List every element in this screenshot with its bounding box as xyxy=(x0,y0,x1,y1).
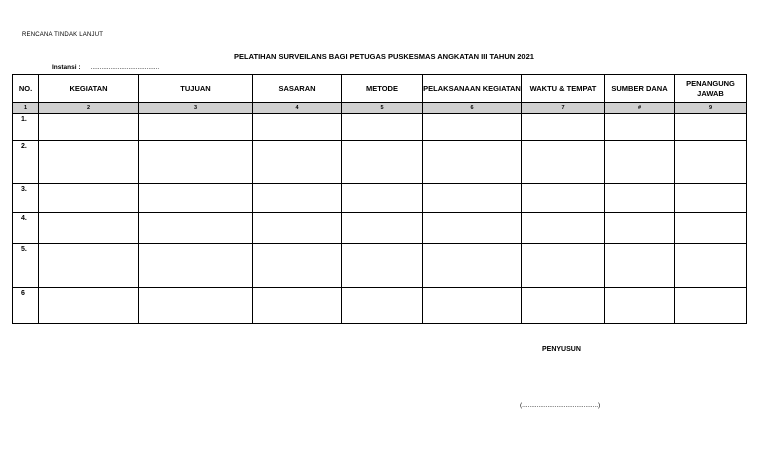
cell-waktu-tempat[interactable] xyxy=(522,288,605,324)
cell-sumber-dana[interactable] xyxy=(605,114,675,141)
cell-sumber-dana[interactable] xyxy=(605,244,675,288)
cell-sumber-dana[interactable] xyxy=(605,213,675,244)
cell-waktu-tempat[interactable] xyxy=(522,244,605,288)
cell-pelaksanaan[interactable] xyxy=(423,288,522,324)
column-number: 2 xyxy=(39,103,139,114)
cell-penangung-jawab[interactable] xyxy=(675,184,747,213)
cell-pelaksanaan[interactable] xyxy=(423,184,522,213)
cell-tujuan[interactable] xyxy=(139,184,253,213)
cell-kegiatan[interactable] xyxy=(39,288,139,324)
column-number: 5 xyxy=(342,103,423,114)
cell-tujuan[interactable] xyxy=(139,141,253,184)
cell-metode[interactable] xyxy=(342,244,423,288)
row-number: 4. xyxy=(13,213,39,244)
penyusun-label: PENYUSUN xyxy=(542,346,581,353)
column-number: 1 xyxy=(13,103,39,114)
column-header-tujuan: TUJUAN xyxy=(139,75,253,103)
table-row xyxy=(13,141,747,184)
cell-kegiatan[interactable] xyxy=(39,184,139,213)
table-row xyxy=(13,184,747,213)
cell-sumber-dana[interactable] xyxy=(605,288,675,324)
document-label: RENCANA TINDAK LANJUT xyxy=(22,32,104,38)
cell-kegiatan[interactable] xyxy=(39,244,139,288)
cell-metode[interactable] xyxy=(342,141,423,184)
cell-metode[interactable] xyxy=(342,114,423,141)
header-row xyxy=(13,75,747,103)
cell-sasaran[interactable] xyxy=(253,184,342,213)
cell-waktu-tempat[interactable] xyxy=(522,114,605,141)
instansi-field xyxy=(52,64,159,71)
column-number: 3 xyxy=(139,103,253,114)
instansi-value: ...................................... xyxy=(90,64,160,71)
cell-penangung-jawab[interactable] xyxy=(675,288,747,324)
cell-waktu-tempat[interactable] xyxy=(522,141,605,184)
cell-sasaran[interactable] xyxy=(253,114,342,141)
column-header-pelaksanaan-kegiatan: PELAKSANAAN KEGIATAN xyxy=(423,75,522,103)
column-header-waktu-tempat: WAKTU & TEMPAT xyxy=(522,75,605,103)
table-row xyxy=(13,244,747,288)
cell-waktu-tempat[interactable] xyxy=(522,184,605,213)
cell-metode[interactable] xyxy=(342,184,423,213)
row-number: 6 xyxy=(13,288,39,324)
cell-penangung-jawab[interactable] xyxy=(675,213,747,244)
cell-sumber-dana[interactable] xyxy=(605,184,675,213)
row-number: 3. xyxy=(13,184,39,213)
row-number: 1. xyxy=(13,114,39,141)
document-title: PELATIHAN SURVEILANS BAGI PETUGAS PUSKESMAS ANGKATAN III TAHUN 2021 xyxy=(234,52,534,61)
column-header-no: NO. xyxy=(13,75,39,103)
cell-waktu-tempat[interactable] xyxy=(522,213,605,244)
cell-sasaran[interactable] xyxy=(253,244,342,288)
cell-penangung-jawab[interactable] xyxy=(675,114,747,141)
table-row xyxy=(13,213,747,244)
cell-penangung-jawab[interactable] xyxy=(675,141,747,184)
cell-sasaran[interactable] xyxy=(253,288,342,324)
cell-metode[interactable] xyxy=(342,213,423,244)
column-header-sasaran: SASARAN xyxy=(253,75,342,103)
cell-metode[interactable] xyxy=(342,288,423,324)
column-number: 6 xyxy=(423,103,522,114)
cell-sasaran[interactable] xyxy=(253,213,342,244)
cell-kegiatan[interactable] xyxy=(39,141,139,184)
cell-penangung-jawab[interactable] xyxy=(675,244,747,288)
column-number: 4 xyxy=(253,103,342,114)
column-header-kegiatan: KEGIATAN xyxy=(39,75,139,103)
column-number: 9 xyxy=(675,103,747,114)
cell-pelaksanaan[interactable] xyxy=(423,213,522,244)
cell-kegiatan[interactable] xyxy=(39,114,139,141)
row-number: 2. xyxy=(13,141,39,184)
column-number: 7 xyxy=(522,103,605,114)
column-header-sumber-dana: SUMBER DANA xyxy=(605,75,675,103)
action-plan-table xyxy=(12,74,747,324)
row-number: 5. xyxy=(13,244,39,288)
cell-sasaran[interactable] xyxy=(253,141,342,184)
instansi-label: Instansi : xyxy=(52,64,81,71)
table-row xyxy=(13,288,747,324)
cell-sumber-dana[interactable] xyxy=(605,141,675,184)
column-number-row xyxy=(13,103,747,114)
column-header-penangung-jawab: PENANGUNG JAWAB xyxy=(675,75,747,103)
column-header-metode: METODE xyxy=(342,75,423,103)
cell-tujuan[interactable] xyxy=(139,114,253,141)
cell-pelaksanaan[interactable] xyxy=(423,244,522,288)
table-row xyxy=(13,114,747,141)
cell-tujuan[interactable] xyxy=(139,213,253,244)
signature-line: (..........................................) xyxy=(520,402,601,409)
cell-tujuan[interactable] xyxy=(139,288,253,324)
cell-pelaksanaan[interactable] xyxy=(423,114,522,141)
cell-tujuan[interactable] xyxy=(139,244,253,288)
cell-pelaksanaan[interactable] xyxy=(423,141,522,184)
column-number: # xyxy=(605,103,675,114)
cell-kegiatan[interactable] xyxy=(39,213,139,244)
